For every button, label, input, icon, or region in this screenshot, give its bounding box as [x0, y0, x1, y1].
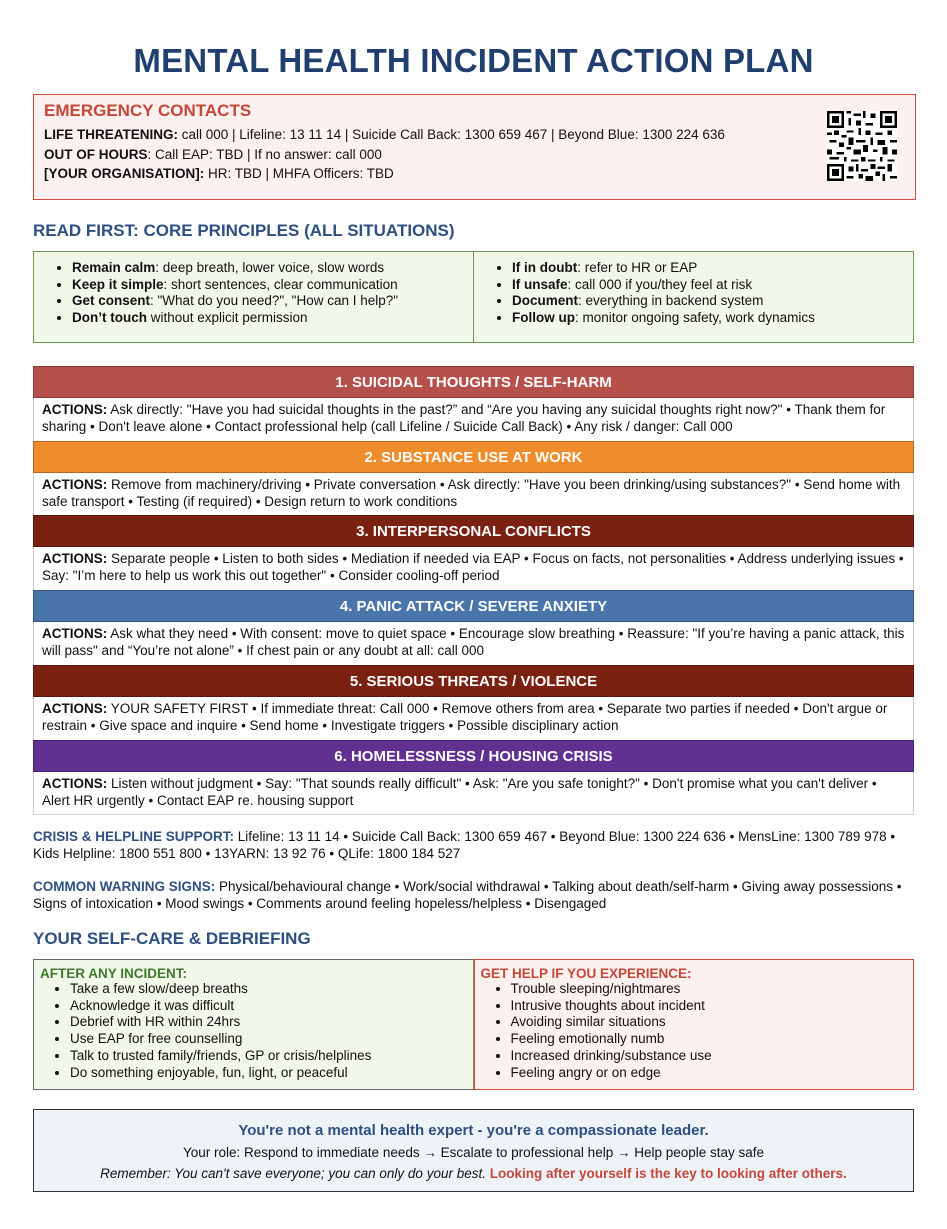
- core-principles-heading: READ FIRST: CORE PRINCIPLES (ALL SITUATIONS): [33, 221, 455, 240]
- page-title: MENTAL HEALTH INCIDENT ACTION PLAN: [133, 42, 814, 79]
- incident-category-title: 1. SUICIDAL THOUGHTS / SELF-HARM: [33, 366, 914, 398]
- self-care-right-item: • Intrusive thoughts about incident: [511, 998, 914, 1015]
- footer-headline: You're not a mental health expert - you're a compassionate leader.: [238, 1122, 709, 1139]
- self-care-right-item: • Feeling emotionally numb: [511, 1031, 914, 1048]
- principle-item: • If unsafe: call 000 if you/they feel at risk: [512, 277, 913, 294]
- incident-category-actions: ACTIONS: Listen without judgment • Say: "That sounds really difficult" • Ask: "Are you safe tonight?" • Don't promise what you can't deliver • Alert HR urgently • Contact EAP re. housing support: [33, 772, 914, 815]
- after-incident-title: AFTER ANY INCIDENT:: [40, 966, 188, 981]
- incident-category-actions: ACTIONS: Ask what they need • With consent: move to quiet space • Encourage slow breathing • Reassure: "If you’re having a panic attack, this will pass" and “You’re not alone” • If chest pain or any doubt at all: call 000: [33, 622, 914, 665]
- get-help-title: GET HELP IF YOU EXPERIENCE:: [480, 966, 692, 981]
- self-care-right-item: • Increased drinking/substance use: [511, 1048, 914, 1065]
- emergency-contacts-box: [33, 94, 916, 200]
- incident-category-actions: ACTIONS: YOUR SAFETY FIRST • If immediate threat: Call 000 • Remove others from area • Separate two parties if needed • Don't argue or restrain • Give space and inquire • Send home • Investigate triggers • Possible disciplinary action: [33, 697, 914, 740]
- incident-category-2: [33, 441, 914, 516]
- incident-category-title: 3. INTERPERSONAL CONFLICTS: [33, 515, 914, 547]
- emergency-line-out-of-hours: OUT OF HOURS: Call EAP: TBD | If no answer: call 000: [44, 146, 382, 162]
- incident-category-actions: ACTIONS: Separate people • Listen to both sides • Mediation if needed via EAP • Focus on facts, not personalities • Address underlying issues • Say: "I’m here to help us work this out together" • Consider cooling-off period: [33, 547, 914, 590]
- self-care-right-item: • Feeling angry or on edge: [511, 1065, 914, 1082]
- principle-item: • Document: everything in backend system: [512, 293, 913, 310]
- emergency-heading: EMERGENCY CONTACTS: [44, 101, 252, 120]
- self-care-box: [33, 959, 914, 1090]
- principles-right-column: [473, 252, 913, 342]
- incident-category-actions: ACTIONS: Remove from machinery/driving • Private conversation • Ask directly: "Have you been drinking/using substances?" • Send home with safe transport • Testing (if required) • Design return to work conditions: [33, 473, 914, 516]
- incident-category-5: [33, 665, 914, 740]
- incident-category-actions: ACTIONS: Ask directly: "Have you had suicidal thoughts in the past?” and “Are you having any suicidal thoughts right now?" • Thank them for sharing • Don't leave alone • Contact professional help (call Lifeline / Suicide Call Back) • Any risk / danger: Call 000: [33, 398, 914, 441]
- incident-category-title: 4. PANIC ATTACK / SEVERE ANXIETY: [33, 590, 914, 622]
- common-warning-signs: COMMON WARNING SIGNS: Physical/behavioural change • Work/social withdrawal • Talking about death/self-harm • Giving away possessions • Signs of intoxication • Mood swings • Comments around feeling hopeless/helpless • Disengaged: [33, 879, 902, 911]
- incident-category-1: [33, 366, 914, 441]
- self-care-left-item: • Use EAP for free counselling: [70, 1031, 473, 1048]
- self-care-left-item: • Talk to trusted family/friends, GP or crisis/helplines: [70, 1048, 473, 1065]
- incident-category-4: [33, 590, 914, 665]
- get-help-panel: [474, 959, 915, 1090]
- self-care-heading: YOUR SELF-CARE & DEBRIEFING: [33, 929, 311, 948]
- self-care-right-item: • Avoiding similar situations: [511, 1014, 914, 1031]
- principle-item: • Follow up: monitor ongoing safety, work dynamics: [512, 310, 913, 327]
- self-care-right-item: • Trouble sleeping/nightmares: [511, 981, 914, 998]
- incident-category-title: 5. SERIOUS THREATS / VIOLENCE: [33, 665, 914, 697]
- principle-item: • Keep it simple: short sentences, clear communication: [72, 277, 473, 294]
- principles-left-column: [34, 252, 473, 342]
- footer-box: [33, 1109, 914, 1192]
- self-care-left-item: • Do something enjoyable, fun, light, or peaceful: [70, 1065, 473, 1082]
- principle-item: • If in doubt: refer to HR or EAP: [512, 260, 913, 277]
- principle-item: • Get consent: "What do you need?", "How can I help?": [72, 293, 473, 310]
- footer-role: Your role: Respond to immediate needs → Escalate to professional help → Help people stay safe: [182, 1145, 765, 1160]
- self-care-left-item: • Take a few slow/deep breaths: [70, 981, 473, 998]
- incident-category-title: 6. HOMELESSNESS / HOUSING CRISIS: [33, 740, 914, 772]
- principle-item: • Remain calm: deep breath, lower voice, slow words: [72, 260, 473, 277]
- self-care-left-item: • Acknowledge it was difficult: [70, 998, 473, 1015]
- incident-category-3: [33, 515, 914, 590]
- principle-item: • Don’t touch without explicit permission: [72, 310, 473, 327]
- core-principles-box: [33, 251, 914, 343]
- incident-category-title: 2. SUBSTANCE USE AT WORK: [33, 441, 914, 473]
- incident-category-6: [33, 740, 914, 815]
- self-care-left-item: • Debrief with HR within 24hrs: [70, 1014, 473, 1031]
- crisis-helpline-support: CRISIS & HELPLINE SUPPORT: Lifeline: 13 11 14 • Suicide Call Back: 1300 659 467 • Beyond Blue: 1300 224 636 • MensLine: 1300 789 978 • Kids Helpline: 1800 551 800 • 13YARN: 13 92 76 • QLife: 1800 184 527: [33, 829, 896, 861]
- after-incident-panel: [34, 960, 474, 1089]
- footer-reminder: Remember: You can't save everyone; you can only do your best. Looking after yourself is the key to looking after others.: [100, 1166, 847, 1181]
- emergency-line-organisation: [YOUR ORGANISATION]: HR: TBD | MHFA Officers: TBD: [44, 166, 394, 181]
- qr-code-icon[interactable]: [827, 111, 897, 181]
- emergency-line-life-threatening: LIFE THREATENING: call 000 | Lifeline: 13 11 14 | Suicide Call Back: 1300 659 467 | Beyond Blue: 1300 224 636: [44, 127, 725, 142]
